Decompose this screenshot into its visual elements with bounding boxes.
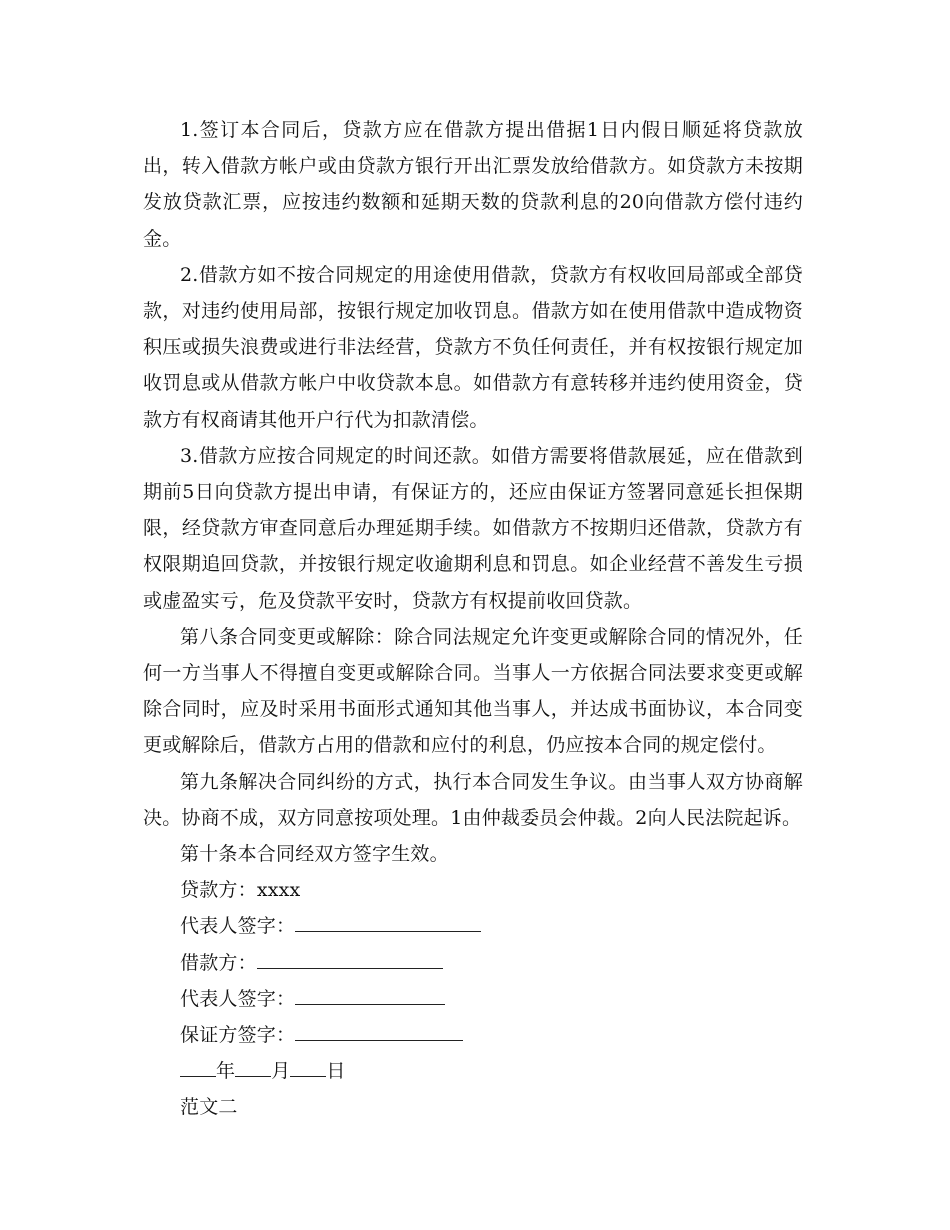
year-label: 年	[216, 1060, 236, 1083]
clause-paragraph-2: 2.借款方如不按合同规定的用途使用借款，贷款方有权收回局部或全部贷款，对违约使用局部，按银行规定加收罚息。借款方如在使用借款中造成物资积压或损失浪费或进行非法经营，贷款方不负任何责任，并有权按银行规定加收罚息或从借款方帐户中收贷款本息。如借款方有意转移并违约使用资金，贷款方有权商请其他开户行代为扣款清偿。	[143, 263, 803, 431]
month-blank[interactable]	[235, 1054, 271, 1077]
day-label: 日	[326, 1060, 346, 1083]
guarantor-signature-line	[143, 1017, 803, 1053]
article-9-paragraph: 第九条解决合同纠纷的方式，执行本合同发生争议。由当事人双方协商解决。协商不成，双方同意按项处理。1由仲裁委员会仲裁。2向人民法院起诉。	[143, 770, 803, 829]
lender-value: xxxx	[256, 879, 301, 902]
lender-rep-signature-blank[interactable]	[295, 909, 481, 932]
borrower-rep-signature-line	[143, 981, 803, 1017]
guarantor-signature-blank[interactable]	[295, 1018, 463, 1041]
borrower-label: 借款方：	[180, 951, 257, 974]
guarantor-label: 保证方签字：	[180, 1024, 296, 1047]
article-10-paragraph: 第十条本合同经双方签字生效。	[180, 843, 449, 866]
borrower-signature-blank[interactable]	[257, 946, 443, 969]
sample-two-heading: 范文二	[180, 1096, 238, 1119]
lender-label: 贷款方：	[180, 879, 257, 902]
borrower-line	[143, 945, 803, 981]
day-blank[interactable]	[290, 1054, 326, 1077]
month-label: 月	[271, 1060, 291, 1083]
lender-rep-label: 代表人签字：	[180, 915, 296, 938]
borrower-rep-signature-blank[interactable]	[295, 982, 445, 1005]
clause-paragraph-3: 3.借款方应按合同规定的时间还款。如借方需要将借款展延，应在借款到期前5日向贷款方提出申请，有保证方的，还应由保证方签署同意延长担保期限，经贷款方审查同意后办理延期手续。如借款方不按期归还借款，贷款方有权限期追回贷款，并按银行规定收逾期利息和罚息。如企业经营不善发生亏损或虚盈实亏，危及贷款平安时，贷款方有权提前收回贷款。	[143, 444, 803, 612]
lender-line	[143, 872, 803, 908]
document-body	[143, 112, 803, 1126]
year-blank[interactable]	[180, 1054, 216, 1077]
article-8-paragraph: 第八条合同变更或解除：除合同法规定允许变更或解除合同的情况外，任何一方当事人不得擅自变更或解除合同。当事人一方依据合同法要求变更或解除合同时，应及时采用书面形式通知其他当事人，并达成书面协议，本合同变更或解除后，借款方占用的借款和应付的利息，仍应按本合同的规定偿付。	[143, 625, 803, 757]
date-line	[143, 1053, 803, 1089]
borrower-rep-label: 代表人签字：	[180, 987, 296, 1010]
clause-paragraph-1: 1.签订本合同后，贷款方应在借款方提出借据1日内假日顺延将贷款放出，转入借款方帐户或由贷款方银行开出汇票发放给借款方。如贷款方未按期发放贷款汇票，应按违约数额和延期天数的贷款利息的20向借款方偿付违约金。	[143, 119, 803, 250]
lender-rep-signature-line	[143, 908, 803, 944]
